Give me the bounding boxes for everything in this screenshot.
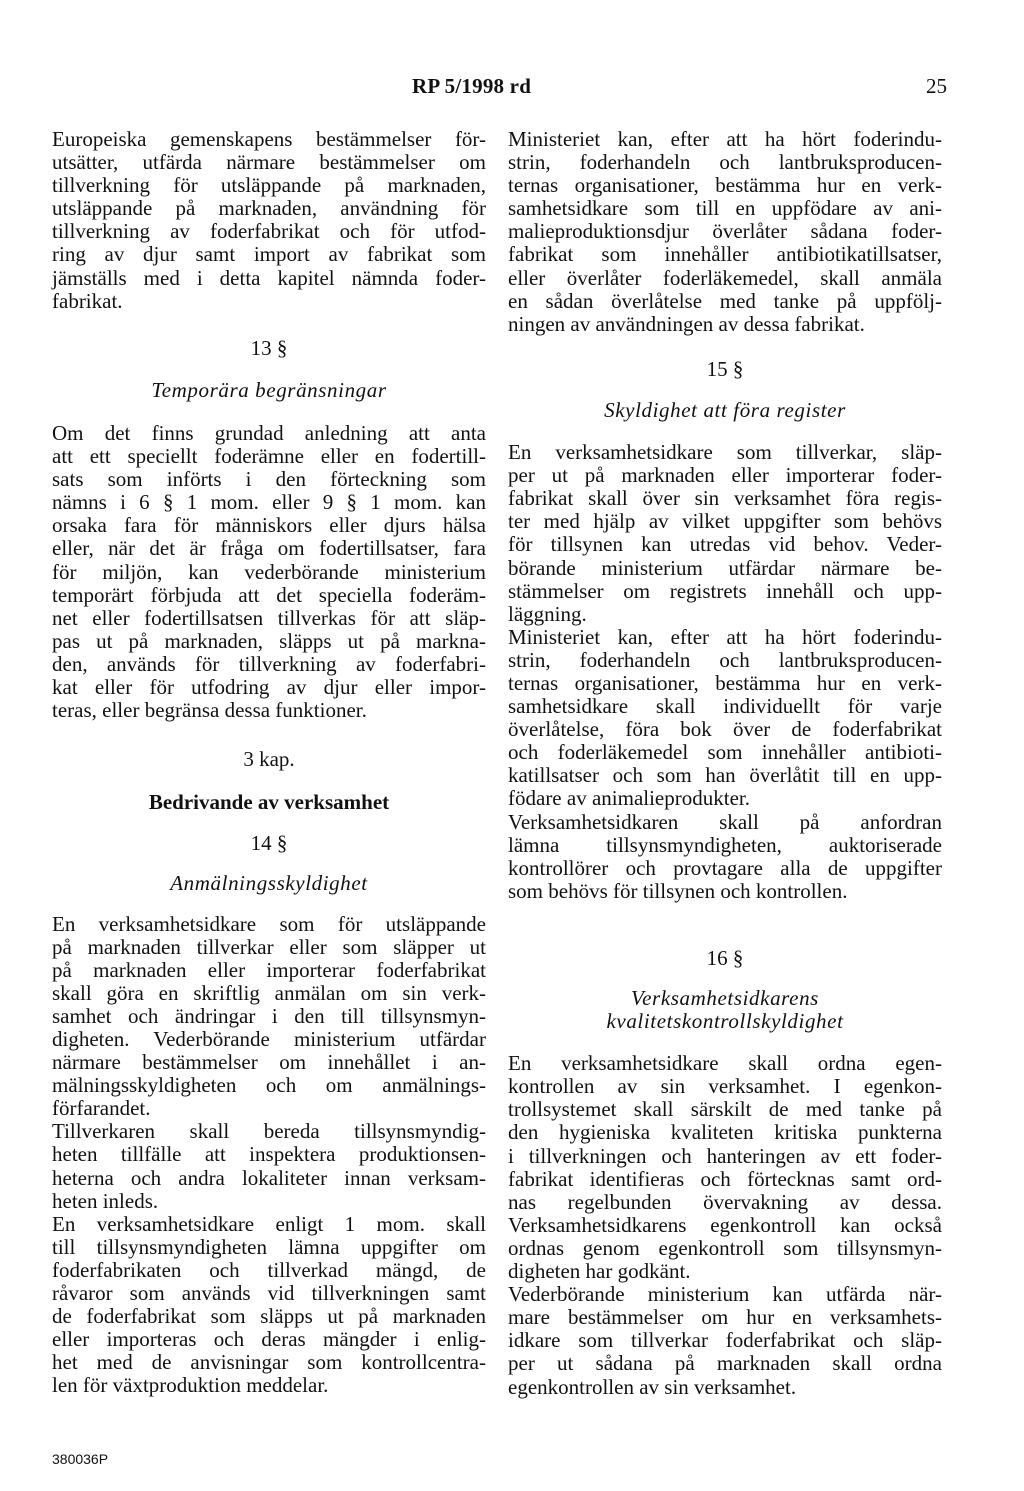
paragraph: [52, 913, 486, 1121]
text-line: pas ut på marknaden, släpps ut på markna-: [52, 628, 486, 653]
text-line: eller importeras och deras mängder i enlig-: [52, 1327, 486, 1352]
section-title-16-line1: Verksamhetsidkarens: [631, 986, 819, 1010]
text-line: börande ministerium utfärdar närmare be-: [508, 555, 942, 580]
paragraph: [52, 1120, 486, 1212]
text-line: het med de anvisningar som kontrollcentra-: [52, 1350, 486, 1375]
text-line: samhetsidkare skall individuellt för varje: [508, 694, 942, 719]
paragraph: [52, 128, 486, 313]
paragraph: [508, 441, 942, 626]
text-line: till tillsynsmyndigheten lämna uppgifter om: [52, 1234, 486, 1259]
text-line: en sådan överlåtelse med tanke på uppfölj-: [508, 288, 942, 313]
text-line: fabrikat.: [52, 288, 123, 313]
text-line: eller, när det är fråga om fodertillsatser, fara: [52, 536, 486, 561]
right-column: [508, 128, 942, 1399]
text-line: per ut sådana på marknaden skall ordna: [508, 1351, 942, 1376]
text-line: födare av animalieprodukter.: [508, 786, 750, 811]
text-line: på marknaden eller importerar foderfabrikat: [52, 957, 486, 982]
text-line: strin, foderhandeln och lantbruksproducen-: [508, 647, 942, 672]
text-line: lämna tillsynsmyndigheten, auktoriserade: [508, 832, 942, 857]
text-line: ter med hjälp av vilket uppgifter som behövs: [508, 509, 942, 534]
text-line: ring av djur samt import av fabrikat som: [52, 242, 486, 267]
text-line: skall göra en skriftlig anmälan om sin verk-: [52, 980, 486, 1005]
text-line: närmare bestämmelser om innehållet i an-: [52, 1050, 486, 1075]
text-line: stämmelser om registrets innehåll och upp-: [508, 578, 942, 603]
text-line: teras, eller begränsa dessa funktioner.: [52, 698, 367, 723]
section-title-16-line2: kvalitetskontrollskyldighet: [606, 1009, 844, 1034]
text-line: den hygieniska kvaliteten kritiska punkterna: [508, 1120, 942, 1145]
text-line: heterna och andra lokaliteter innan verksam-: [52, 1165, 486, 1190]
text-line: som behövs för tillsynen och kontrollen.: [508, 878, 848, 903]
text-line: En verksamhetsidkare skall ordna egen-: [508, 1051, 942, 1076]
text-line: Om det finns grundad anledning att anta: [52, 420, 486, 445]
chapter-title: Bedrivande av verksamhet: [148, 790, 390, 815]
text-line: eller överlåter foderläkemedel, skall anmäla: [508, 265, 942, 290]
text-line: ternas organisationer, bestämma hur en verk-: [508, 670, 942, 695]
section-number-16: 16 §: [706, 945, 744, 970]
text-line: net eller fodertillsatsen tillverkas för att släp-: [52, 605, 486, 630]
text-line: Europeiska gemenskapens bestämmelser för-: [52, 127, 486, 151]
text-line: len för växtproduktion meddelar.: [52, 1373, 329, 1398]
text-line: sats som införts i den förteckning som: [52, 467, 486, 492]
section-number-14: 14 §: [250, 831, 288, 856]
text-line: nämns i 6 § 1 mom. eller 9 § 1 mom. kan: [52, 490, 486, 515]
text-line: tillverkning för utsläppande på marknaden,: [52, 173, 486, 198]
text-line: katillsatser och som han överlåtit till en upp-: [508, 763, 942, 788]
running-title: RP 5/1998 rd: [412, 74, 532, 98]
text-line: foderfabrikaten och tillverkad mängd, de: [52, 1257, 486, 1282]
paragraph: [508, 811, 942, 903]
text-line: malieproduktionsdjur överlåter sådana foder-: [508, 219, 942, 244]
text-line: överlåtelse, föra bok över de foderfabrikat: [508, 717, 942, 742]
text-line: kat eller för utfodring av djur eller impor-: [52, 674, 486, 699]
text-line: på marknaden tillverkar eller som släpper ut: [52, 934, 486, 959]
text-line: orsaka fara för människors eller djurs hälsa: [52, 513, 486, 538]
text-line: utsläppande på marknaden, användning för: [52, 196, 486, 221]
text-line: temporärt förbjuda att det speciella foderäm-: [52, 582, 486, 607]
text-line: En verksamhetsidkare som för utsläppande: [52, 911, 486, 936]
text-line: råvaror som används vid tillverkningen samt: [52, 1281, 486, 1306]
text-line: ordnas genom egenkontroll som tillsynsmyn-: [508, 1235, 942, 1260]
text-line: ningen av användningen av dessa fabrikat.: [508, 311, 865, 336]
text-line: En verksamhetsidkare som tillverkar, släp-: [508, 440, 942, 465]
page-number: 25: [926, 74, 947, 98]
text-line: ternas organisationer, bestämma hur en verk-: [508, 173, 942, 198]
text-line: Tillverkaren skall bereda tillsynsmyndig-: [52, 1119, 486, 1144]
text-line: tillverkning av foderfabrikat och för utfod-: [52, 219, 486, 244]
text-line: förfarandet.: [52, 1096, 151, 1121]
print-code: 380036P: [52, 1451, 109, 1467]
text-line: heten inleds.: [52, 1188, 159, 1213]
text-line: idkare som tillverkar foderfabrikat och släp-: [508, 1328, 942, 1353]
section-number-13: 13 §: [250, 335, 288, 360]
text-line: heten tillfälle att inspektera produktionsen-: [52, 1142, 486, 1167]
text-line: digheten har godkänt.: [508, 1259, 691, 1284]
text-line: digheten. Vederbörande ministerium utfärdar: [52, 1027, 486, 1051]
text-line: Vederbörande ministerium kan utfärda när-: [508, 1282, 942, 1307]
text-line: för miljön, kan vederbörande ministerium: [52, 559, 486, 584]
text-line: samhetsidkare som till en uppfödare av ani-: [508, 196, 942, 221]
text-line: utsätter, utfärda närmare bestämmelser om: [52, 150, 486, 175]
text-line: fabrikat skall över sin verksamhet föra regis-: [508, 486, 942, 511]
text-line: läggning.: [508, 601, 587, 626]
text-line: fabrikat som innehåller antibiotikatillsatser,: [508, 242, 942, 267]
text-line: strin, foderhandeln och lantbruksproducen-: [508, 150, 942, 175]
text-line: Verksamhetsidkaren skall på anfordran: [508, 809, 942, 834]
text-line: samhet och ändringar i den till tillsynsmyn-: [52, 1003, 486, 1028]
text-line: fabrikat identifieras och förtecknas samt ord-: [508, 1166, 942, 1191]
page-header: [0, 74, 1024, 104]
text-line: Ministeriet kan, efter att ha hört foderindu-: [508, 127, 942, 151]
text-line: och foderläkemedel som innehåller antibioti-: [508, 740, 942, 765]
text-line: den, används för tillverkning av foderfabri-: [52, 651, 486, 676]
text-line: Verksamhetsidkarens egenkontroll kan också: [508, 1212, 942, 1237]
section-title-13: Temporära begränsningar: [151, 377, 387, 402]
text-line: Ministeriet kan, efter att ha hört foderindu-: [508, 624, 942, 649]
text-line: per ut på marknaden eller importerar foder-: [508, 463, 942, 488]
text-line: för tillsynen kan utredas vid behov. Veder-: [508, 532, 942, 557]
text-line: att ett speciellt foderämne eller en fodertill-: [52, 444, 486, 469]
text-line: de foderfabrikat som släpps ut på marknaden: [52, 1304, 486, 1329]
text-line: egenkontrollen av sin verksamhet.: [508, 1374, 797, 1399]
paragraph: [508, 1283, 942, 1398]
text-line: jämställs med i detta kapitel nämnda foder-: [52, 265, 486, 290]
section-title-14: Anmälningsskyldighet: [170, 871, 368, 896]
paragraph: [508, 626, 942, 811]
text-line: En verksamhetsidkare enligt 1 mom. skall: [52, 1211, 486, 1236]
paragraph: [52, 422, 486, 722]
text-line: mälningsskyldigheten och om anmälnings-: [52, 1073, 486, 1098]
text-line: kontrollen av sin verksamhet. I egenkon-: [508, 1074, 942, 1099]
text-line: trollsystemet skall särskilt de med tanke på: [508, 1097, 942, 1122]
text-line: mare bestämmelser om hur en verksamhets-: [508, 1305, 942, 1330]
section-number-15: 15 §: [706, 356, 744, 381]
paragraph: [508, 128, 942, 336]
section-title-15: Skyldighet att föra register: [604, 397, 846, 422]
text-line: nas regelbunden övervakning av dessa.: [508, 1189, 942, 1214]
text-line: kontrollörer och provtagare alla de uppgifter: [508, 855, 942, 880]
left-column: [52, 128, 486, 1398]
text-line: i tillverkningen och hanteringen av ett foder-: [508, 1143, 942, 1168]
paragraph: [508, 1052, 942, 1283]
chapter-number: 3 kap.: [243, 747, 295, 772]
paragraph: [52, 1213, 486, 1398]
